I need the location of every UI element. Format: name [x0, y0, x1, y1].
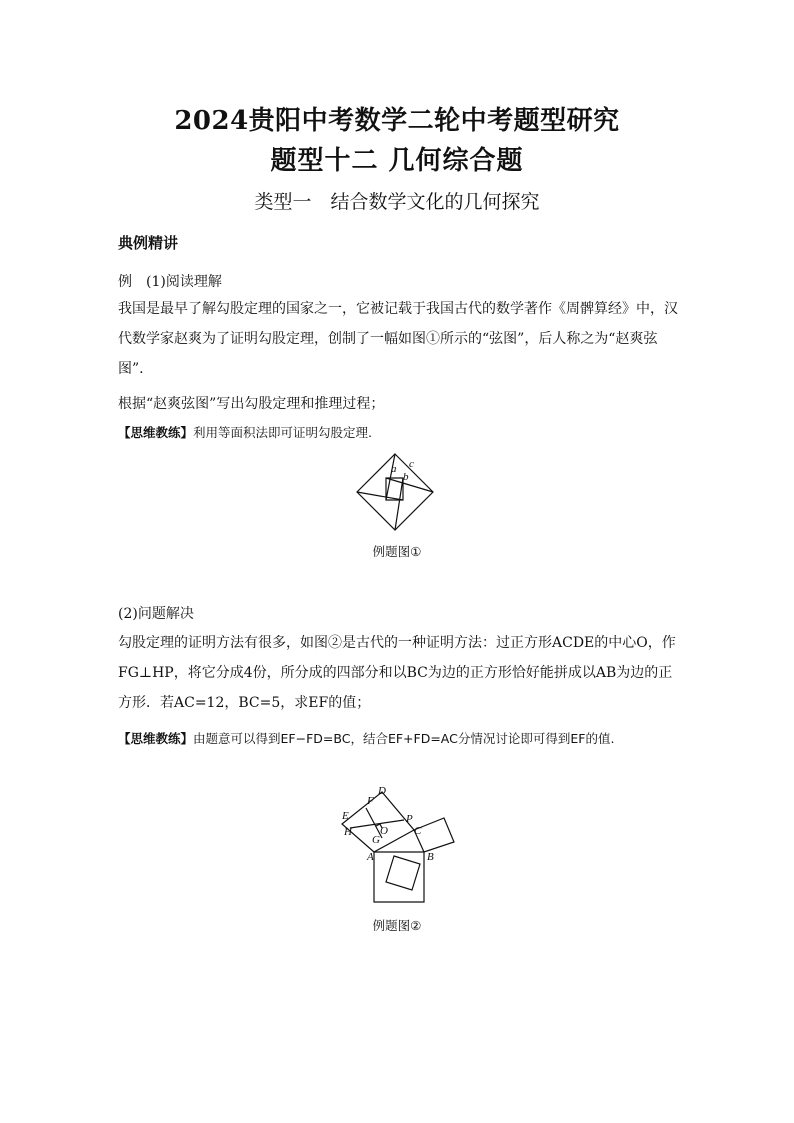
type-heading: 类型一 结合数学文化的几何探究: [254, 191, 540, 213]
inner-tilted-square: [386, 856, 420, 890]
part1-hint: [118, 418, 678, 448]
zhao-shuang-diagram: [355, 452, 435, 532]
hint-tag: 【思维教练】: [118, 425, 194, 440]
label-F: F: [367, 795, 374, 807]
label-B: B: [427, 851, 434, 863]
label-E: E: [342, 810, 349, 822]
hint-text: 利用等面积法即可证明勾股定理.: [193, 425, 372, 440]
part2-hint: [118, 724, 678, 754]
part1-task: 根据“赵爽弦图”写出勾股定理和推理过程；: [118, 396, 385, 412]
document-title: 2024贵阳中考数学二轮中考题型研究: [174, 106, 620, 136]
label-a: a: [391, 463, 397, 475]
hint-tag: 【思维教练】: [118, 731, 194, 746]
label-D: D: [378, 786, 386, 797]
part1-paragraph: 我国是最早了解勾股定理的国家之一，它被记载于我国古代的数学著作《周髀算经》中，汉代数学家赵爽为了证明勾股定理，创制了一幅如图①所示的“弦图”，后人称之为“赵爽弦图”.: [118, 301, 678, 377]
figure2-caption: 例题图②: [372, 918, 422, 933]
label-C: C: [414, 825, 422, 837]
hint-text: 由题意可以得到EF−FD=BC，结合EF+FD=AC分情况讨论即可得到EF的值.: [193, 731, 615, 746]
label-A: A: [367, 851, 374, 863]
triangle-edge-3: [395, 478, 403, 530]
figure1-caption: 例题图①: [372, 544, 422, 559]
part1-label: 例 (1)阅读理解: [118, 274, 222, 290]
label-c: c: [409, 458, 414, 470]
section-heading: 典例精讲: [118, 234, 179, 252]
label-b: b: [403, 471, 409, 483]
part2-label: (2)问题解决: [118, 606, 194, 622]
document-subtitle: 题型十二 几何综合题: [270, 146, 524, 176]
pythagoras-dissection-diagram: [338, 786, 462, 906]
line-HP: [350, 820, 404, 828]
label-H: H: [344, 826, 352, 838]
label-P: P: [406, 813, 413, 825]
part2-paragraph: 勾股定理的证明方法有很多，如图②是古代的一种证明方法：过正方形ACDE的中心O，作FG⊥HP，将它分成4份，所分成的四部分和以BC为边的正方形恰好能拼成以AB为边的正方形．若AC=12，BC=5，求EF的值；: [118, 635, 676, 711]
label-G: G: [372, 834, 380, 846]
label-O: O: [380, 825, 388, 837]
